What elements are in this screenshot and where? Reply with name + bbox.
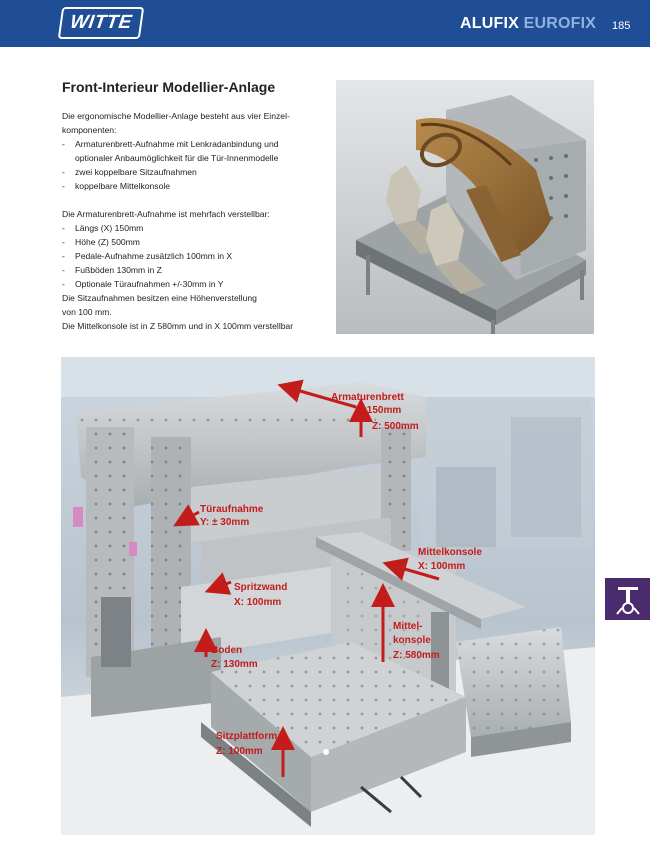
list-item: - koppelbare Mittelkonsole (62, 181, 171, 191)
svg-text:Z: 500mm: Z: 500mm (372, 421, 419, 432)
list-item: optionaler Anbaumöglichkeit für die Tür-Innenmodelle (75, 153, 279, 163)
svg-text:X: 150mm: X: 150mm (354, 405, 402, 416)
svg-text:Spritzwand: Spritzwand (234, 582, 288, 593)
svg-text:Sitzplattform: Sitzplattform (216, 731, 278, 742)
svg-text:Z: 580mm: Z: 580mm (393, 650, 440, 661)
list-item: - Längs (X) 150mm (62, 223, 144, 233)
logo-text: WITTE (68, 12, 134, 33)
list-item: - Optionale Türaufnahmen +/-30mm in Y (62, 279, 224, 289)
brand-eurofix: EUROFIX (523, 15, 597, 32)
section-title: Front-Interieur Modellier-Anlage (62, 79, 276, 95)
interior-model-photo (336, 80, 594, 334)
list-item: - Pedale-Aufnahme zusätzlich 100mm in X (62, 251, 233, 261)
seat-line: von 100 mm. (62, 307, 112, 317)
svg-text:Armaturenbrett: Armaturenbrett (331, 392, 404, 403)
console-line: Die Mittelkonsole ist in Z 580mm und in X 100mm verstellbar (62, 321, 294, 331)
svg-text:Türaufnahme: Türaufnahme (200, 504, 264, 515)
svg-text:X: 100mm: X: 100mm (418, 561, 466, 572)
intro-line: komponenten: (62, 125, 117, 135)
list-item: - zwei koppelbare Sitzaufnahmen (62, 167, 197, 177)
list-item: - Fußböden 130mm in Z (62, 265, 162, 275)
svg-text:konsole: konsole (393, 635, 431, 646)
brand-alufix: ALUFIX (460, 15, 519, 32)
svg-text:Y: ± 30mm: Y: ± 30mm (200, 517, 250, 528)
svg-text:Mittelkonsole: Mittelkonsole (418, 547, 482, 558)
witte-logo (58, 7, 144, 39)
description-text (62, 109, 330, 333)
list-item: - Höhe (Z) 500mm (62, 237, 140, 247)
modelling-rig-photo (61, 357, 595, 835)
chapter-side-tab[interactable] (605, 578, 650, 620)
svg-text:Boden: Boden (211, 645, 243, 656)
svg-text:X: 100mm: X: 100mm (234, 597, 282, 608)
adjust-intro: Die Armaturenbrett-Aufnahme ist mehrfach verstellbar: (62, 209, 270, 219)
page-header (0, 0, 650, 47)
svg-text:Mittel-: Mittel- (393, 621, 423, 632)
modelling-rig-drawing (61, 357, 595, 835)
intro-line: Die ergonomische Modellier-Anlage besteht aus vier Einzel- (62, 111, 290, 121)
svg-text:Z: 130mm: Z: 130mm (211, 659, 258, 670)
seat-line: Die Sitzaufnahmen besitzen eine Höhenverstellung (62, 293, 257, 303)
page-number: 185 (612, 20, 631, 32)
rotary-table-icon (605, 578, 650, 620)
interior-model-drawing (336, 80, 594, 334)
svg-text:Z: 100mm: Z: 100mm (216, 746, 263, 757)
list-item: - Armaturenbrett-Aufnahme mit Lenkradanbindung und (62, 139, 279, 149)
brand-title (460, 15, 596, 33)
